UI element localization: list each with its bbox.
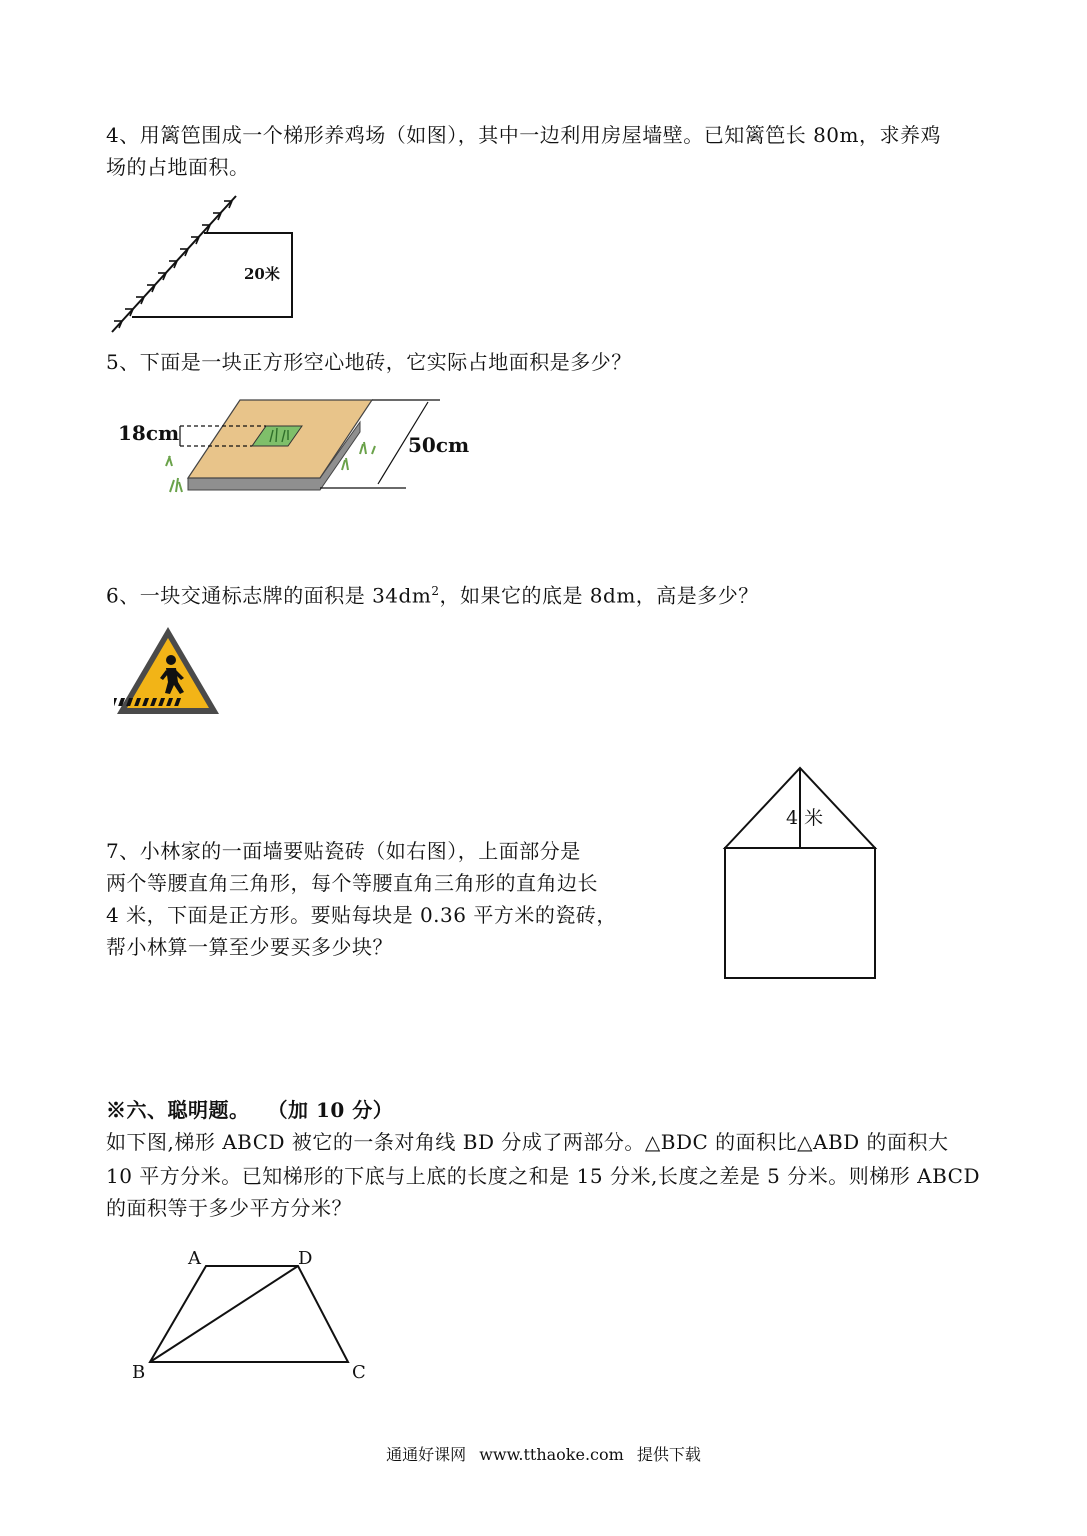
section6-text-line2: 10 平方分米。已知梯形的下底与上底的长度之和是 15 分米,长度之差是 5 分米。则梯形 ABCD: [106, 1164, 980, 1188]
section6-text-line1: 如下图,梯形 ABCD 被它的一条对角线 BD 分成了两部分。△BDC 的面积比△ABD 的面积大: [106, 1130, 949, 1154]
footer-action: 提供下载: [636, 1445, 701, 1464]
diagonal-bd: [150, 1266, 298, 1362]
footer-url[interactable]: www.tthaoke.com: [479, 1445, 624, 1464]
section6-heading-row: [106, 1095, 393, 1125]
q7-wall-figure: [720, 762, 880, 984]
q5-outer-size-label: 50cm: [408, 433, 470, 457]
section6-trapezoid-figure: [126, 1244, 376, 1384]
q6-superscript: 2: [431, 584, 440, 598]
vertex-label-b: B: [132, 1362, 146, 1383]
vertex-label-c: C: [352, 1362, 366, 1383]
q6-text-after: ，如果它的底是 8dm，高是多少？: [439, 583, 759, 608]
footer-site-name: 通通好课网: [386, 1445, 467, 1464]
q5-inner-size-label: 18cm: [118, 421, 180, 445]
q7-height-label: 4 米: [786, 807, 824, 829]
q5-text: 5、下面是一块正方形空心地砖，它实际占地面积是多少？: [106, 350, 632, 374]
q6-text: [106, 576, 759, 611]
q6-text-before: 6、一块交通标志牌的面积是 34dm: [106, 583, 432, 608]
q4-wall-line: [112, 196, 236, 332]
q7-text-line2: 两个等腰直角三角形，每个等腰直角三角形的直角边长: [106, 871, 598, 895]
section6-bonus: （加 10 分）: [277, 1098, 394, 1122]
vertex-label-d: D: [298, 1248, 313, 1269]
vertex-label-a: A: [188, 1248, 201, 1269]
q7-text-line3: 4 米，下面是正方形。要贴每块是 0.36 平方米的瓷砖，: [106, 903, 617, 927]
trapezoid-abcd: [150, 1266, 348, 1362]
q6-pedestrian-sign-icon: [114, 624, 222, 718]
section6-heading: ※六、聪明题。: [106, 1098, 250, 1122]
q7-text-line4: 帮小林算一算至少要买多少块？: [106, 935, 393, 959]
q5-tile-figure: [110, 392, 470, 512]
q4-trapezoid-figure: [100, 190, 300, 340]
q4-text-line1: 4、用篱笆围成一个梯形养鸡场（如图），其中一边利用房屋墙壁。已知篱笆长 80m，求养鸡: [106, 123, 941, 147]
footer: [0, 1443, 1087, 1467]
q4-text-line2: 场的占地面积。: [106, 155, 250, 179]
q7-square-bottom: [725, 848, 875, 978]
q4-height-label: 20米: [244, 265, 280, 283]
section6-text-line3: 的面积等于多少平方分米？: [106, 1196, 352, 1220]
q7-text-line1: 7、小林家的一面墙要贴瓷砖（如右图），上面部分是: [106, 839, 581, 863]
